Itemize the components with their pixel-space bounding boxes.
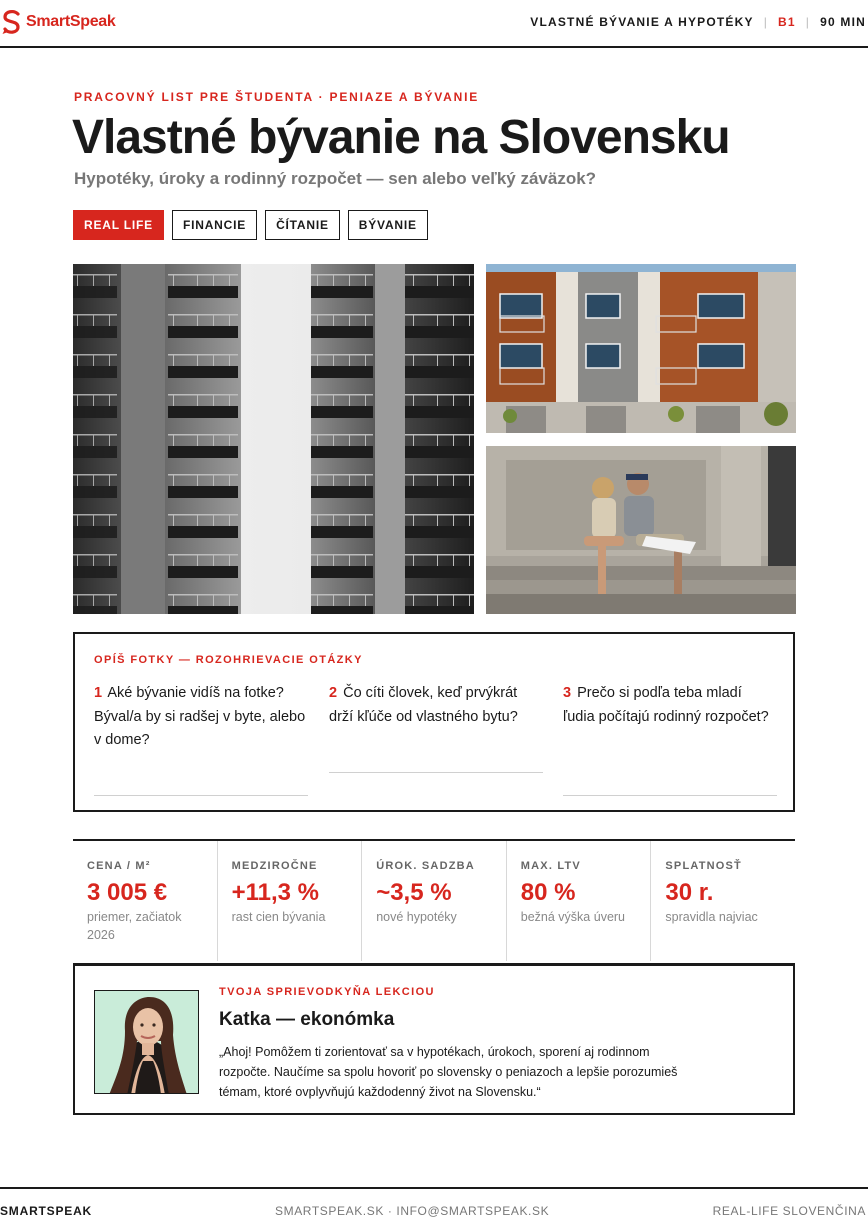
tag-list [73, 210, 428, 240]
question-text: Čo cíti človek, keď prvýkrát drží kľúče od vlastného bytu? [329, 685, 518, 725]
question-text: Aké bývanie vidíš na fotke? Býval/a by si radšej v byte, alebo v dome? [94, 685, 306, 748]
tag-real-life[interactable]: REAL LIFE [73, 210, 164, 240]
stat-max-ltv [507, 841, 652, 961]
page-subtitle: Hypotéky, úroky a rodinný rozpočet — sen alebo veľký záväzok? [74, 169, 597, 188]
stat-label: SPLATNOSŤ [665, 860, 742, 872]
stat-maturity [651, 841, 795, 961]
tag-citanie[interactable]: ČÍTANIE [265, 210, 340, 240]
stat-note: priemer, začiatok 2026 [87, 910, 182, 942]
guide-quote: „Ahoj! Pomôžem ti zorientovať sa v hypotékach, úrokoch, sporení aj rodinnom rozpočte. Naučíme sa spolu hovoriť po slovensky o peniazoch a lepšie porozumieš témam, ktoré ovplyvňujú každodenný život na Slovensku.“ [219, 1045, 678, 1099]
smartspeak-logo-icon [2, 9, 22, 35]
stat-price-per-m2 [73, 841, 218, 961]
answer-line-1[interactable] [94, 795, 308, 796]
answer-line-2[interactable] [329, 772, 543, 773]
warmup-questions-box [73, 632, 795, 812]
stat-note: rast cien bývania [231, 910, 326, 924]
lesson-guide-box [73, 963, 795, 1115]
worksheet-kicker: PRACOVNÝ LIST PRE ŠTUDENTA · PENIAZE A BÝVANIE [74, 90, 480, 104]
lesson-duration: 90 MIN [820, 15, 866, 29]
footer-brand: SMARTSPEAK [0, 1204, 93, 1218]
stat-note: nové hypotéky [376, 910, 457, 924]
stat-value: ~3,5 % [376, 879, 452, 906]
question-3 [563, 682, 777, 729]
avatar [94, 990, 199, 1094]
stat-interest-rate [362, 841, 507, 961]
tag-byvanie[interactable]: BÝVANIE [348, 210, 428, 240]
stat-note: bežná výška úveru [520, 910, 626, 924]
lesson-topic: VLASTNÉ BÝVANIE A HYPOTÉKY [530, 15, 754, 29]
lesson-meta [530, 15, 866, 29]
stat-label: CENA / M² [87, 860, 151, 872]
page-footer [0, 1187, 868, 1228]
footer-contact-link[interactable]: SMARTSPEAK.SK · INFO@SMARTSPEAK.SK [275, 1204, 550, 1218]
lesson-level: B1 [778, 15, 796, 29]
stat-value: 80 % [520, 879, 576, 906]
housing-stats [73, 839, 795, 961]
tag-financie[interactable]: FINANCIE [172, 210, 257, 240]
divider: | [805, 15, 811, 29]
page-title: Vlastné bývanie na Slovensku [72, 111, 730, 164]
stat-label: ÚROK. SADZBA [376, 860, 475, 872]
answer-line-3[interactable] [563, 795, 777, 796]
question-number: 3 [563, 685, 572, 701]
brand-logo[interactable] [2, 9, 116, 35]
questions-title: OPÍŠ FOTKY — ROZOHRIEVACIE OTÁZKY [94, 654, 363, 666]
question-2 [329, 682, 543, 729]
question-1 [94, 682, 308, 753]
question-number: 1 [94, 685, 103, 701]
stat-value: +11,3 % [231, 879, 320, 906]
guide-kicker: TVOJA SPRIEVODKYŇA LEKCIOU [219, 986, 435, 998]
divider: | [763, 15, 769, 29]
stat-year-on-year [218, 841, 363, 961]
footer-tagline: REAL-LIFE SLOVENČINA [712, 1204, 866, 1218]
stat-note: spravidla najviac [665, 910, 758, 924]
photo-apartment-towers [73, 264, 474, 614]
stat-value: 3 005 € [87, 879, 168, 906]
question-number: 2 [329, 685, 338, 701]
brand-name: SmartSpeak [26, 13, 116, 30]
photo-modern-townhouses [486, 264, 796, 433]
stat-label: MAX. LTV [520, 860, 581, 872]
stat-label: MEDZIROČNE [231, 860, 318, 872]
guide-name: Katka — ekonómka [219, 1009, 395, 1030]
stat-value: 30 r. [665, 879, 714, 906]
question-text: Prečo si podľa teba mladí ľudia počítajú rodinný rozpočet? [563, 685, 769, 725]
top-bar [0, 0, 868, 48]
photo-couple-on-steps [486, 446, 796, 614]
